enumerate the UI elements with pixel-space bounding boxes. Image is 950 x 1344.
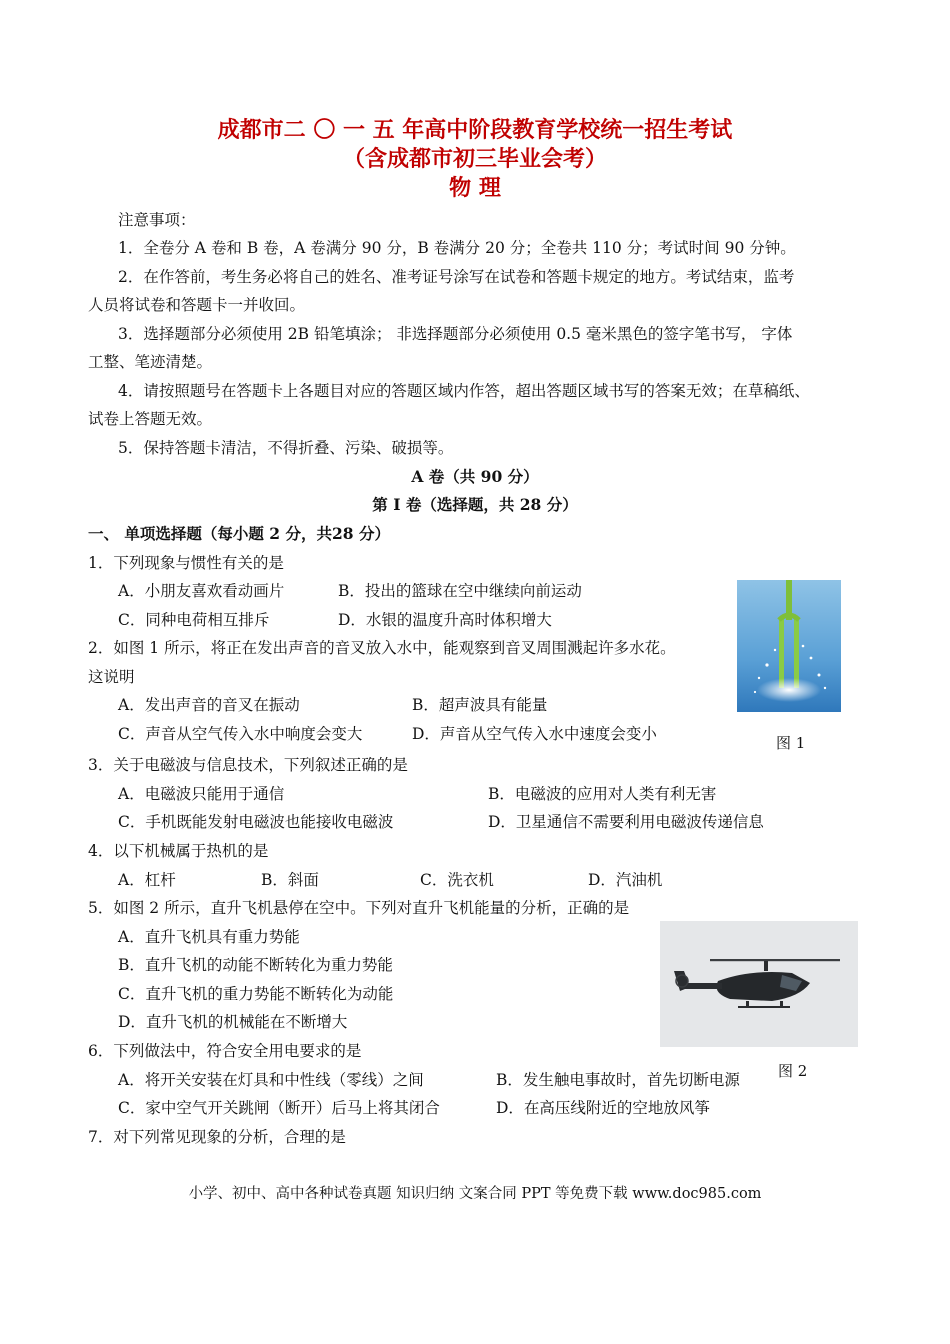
question-2-stem-cont: 这说明 [88, 668, 135, 686]
figure-2-helicopter-image [660, 921, 858, 1047]
figure-1-caption: 图 1 [776, 734, 806, 752]
question-2-option-b: B．超声波具有能量 [412, 696, 548, 714]
figure-1-tuning-fork-image [737, 580, 841, 712]
notice-item: 2．在作答前，考生务必将自己的姓名、准考证号涂写在试卷和答题卡规定的地方。考试结束，监考 [118, 268, 795, 286]
question-1-option-b: B．投出的篮球在空中继续向前运动 [338, 582, 582, 600]
question-3-option-a: A．电磁波只能用于通信 [118, 785, 285, 803]
section-a-title: A 卷（共 90 分） [411, 467, 539, 486]
question-5-option-d: D．直升飞机的机械能在不断增大 [118, 1013, 348, 1031]
exam-subtitle: （含成都市初三毕业会考） [342, 147, 607, 172]
question-3-option-b: B．电磁波的应用对人类有利无害 [488, 785, 717, 803]
question-1-option-d: D．水银的温度升高时体积增大 [338, 611, 552, 629]
question-6-option-b: B．发生触电事故时，首先切断电源 [496, 1071, 740, 1089]
question-3-option-c: C．手机既能发射电磁波也能接收电磁波 [118, 813, 394, 831]
notice-heading: 注意事项： [118, 211, 196, 229]
question-1-stem: 1．下列现象与惯性有关的是 [88, 554, 284, 572]
question-4-stem: 4．以下机械属于热机的是 [88, 842, 269, 860]
exam-title: 成都市二 〇 一 五 年高中阶段教育学校统一招生考试 [217, 118, 733, 143]
question-7-stem: 7．对下列常见现象的分析，合理的是 [88, 1128, 346, 1146]
question-6-option-d: D．在高压线附近的空地放风筝 [496, 1099, 710, 1117]
question-2-option-d: D．声音从空气传入水中速度会变小 [412, 725, 657, 743]
question-1-option-a: A．小朋友喜欢看动画片 [118, 582, 285, 600]
notice-item: 5．保持答题卡清洁，不得折叠、污染、破损等。 [118, 439, 454, 457]
question-5-stem: 5．如图 2 所示，直升飞机悬停在空中。下列对直升飞机能量的分析，正确的是 [88, 899, 630, 917]
notice-item: 试卷上答题无效。 [88, 410, 213, 428]
subject-title: 物 理 [449, 176, 501, 201]
page-footer: 小学、初中、高中各种试卷真题 知识归纳 文案合同 PPT 等免费下载 www.doc985.com [188, 1186, 762, 1202]
notice-item: 4．请按照题号在答题卡上各题目对应的答题区域内作答，超出答题区域书写的答案无效；在草稿纸、 [118, 382, 810, 400]
question-4-option-d: D．汽油机 [588, 871, 663, 889]
question-6-option-a: A．将开关安装在灯具和中性线（零线）之间 [118, 1071, 424, 1089]
notice-item: 工整、笔迹清楚。 [88, 353, 213, 371]
question-5-option-a: A．直升飞机具有重力势能 [118, 928, 300, 946]
notice-item: 3．选择题部分必须使用 2B 铅笔填涂； 非选择题部分必须使用 0.5 毫米黑色的签字笔书写， 字体 [118, 325, 793, 343]
notice-item: 1．全卷分 A 卷和 B 卷，A 卷满分 90 分，B 卷满分 20 分；全卷共 110 分；考试时间 90 分钟。 [118, 239, 796, 257]
single-choice-heading: 一、 单项选择题（每小题 2 分，共28 分） [88, 524, 390, 543]
figure-2-caption: 图 2 [778, 1062, 808, 1080]
question-6-option-c: C．家中空气开关跳闸（断开）后马上将其闭合 [118, 1099, 440, 1117]
question-3-option-d: D．卫星通信不需要利用电磁波传递信息 [488, 813, 764, 831]
question-5-option-c: C．直升飞机的重力势能不断转化为动能 [118, 985, 394, 1003]
question-2-option-c: C．声音从空气传入水中响度会变大 [118, 725, 363, 743]
question-5-option-b: B．直升飞机的动能不断转化为重力势能 [118, 956, 393, 974]
question-4-option-b: B．斜面 [261, 871, 319, 889]
part-1-title: 第 Ⅰ 卷（选择题，共 28 分） [372, 495, 578, 514]
question-1-option-c: C．同种电荷相互排斥 [118, 611, 270, 629]
question-4-option-c: C．洗衣机 [420, 871, 494, 889]
question-2-option-a: A．发出声音的音叉在振动 [118, 696, 300, 714]
question-3-stem: 3．关于电磁波与信息技术，下列叙述正确的是 [88, 756, 408, 774]
question-6-stem: 6．下列做法中，符合安全用电要求的是 [88, 1042, 362, 1060]
question-2-stem: 2．如图 1 所示，将正在发出声音的音叉放入水中，能观察到音叉周围溅起许多水花。 [88, 639, 676, 657]
notice-item: 人员将试卷和答题卡一并收回。 [88, 296, 306, 314]
question-4-option-a: A．杠杆 [118, 871, 176, 889]
